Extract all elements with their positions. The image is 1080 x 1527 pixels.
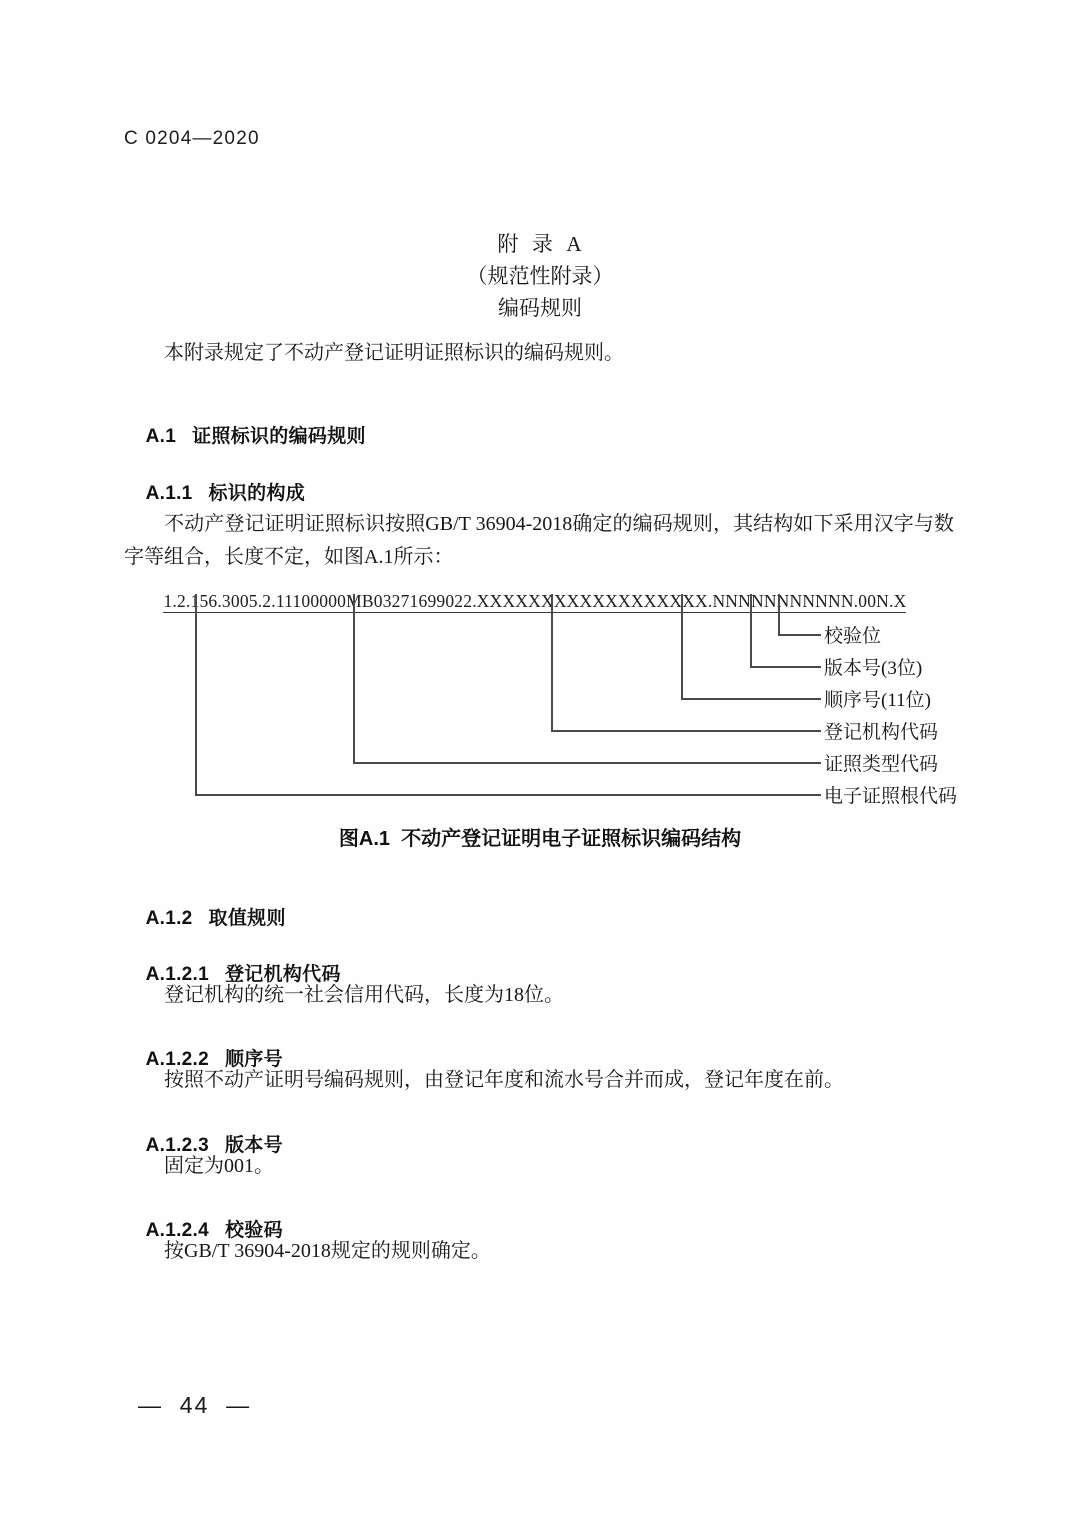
figure-label-org: 登记机构代码 xyxy=(824,722,939,743)
figure-label-type: 证照类型代码 xyxy=(824,754,939,775)
paragraph-a124-text: 按GB/T 36904-2018规定的规则确定。 xyxy=(164,1240,491,1262)
annex-title: 附 录 A xyxy=(497,232,583,256)
heading-a1-title: 证照标识的编码规则 xyxy=(192,426,366,447)
heading-a123-number: A.1.2.3 xyxy=(145,1135,209,1156)
paragraph-a123-body xyxy=(124,1150,944,1183)
heading-a1-number: A.1 xyxy=(145,426,177,447)
code-segment-org: XXXXXXXXXXXXXXXXXX. xyxy=(476,591,713,611)
annex-intro-text: 本附录规定了不动产登记证明证照标识的编码规则。 xyxy=(164,342,624,364)
leader-line-version xyxy=(751,594,821,667)
leader-line-root xyxy=(196,594,821,795)
heading-a124-number: A.1.2.4 xyxy=(145,1220,209,1241)
paragraph-a11-text: 不动产登记证明证照标识按照GB/T 36904-2018确定的编码规则，其结构如下采用汉字与数字等组合，长度不定，如图A.1所示： xyxy=(124,513,954,568)
heading-a121-number: A.1.2.1 xyxy=(145,964,209,985)
code-segment-check: X xyxy=(893,591,907,611)
heading-a124-title: 校验码 xyxy=(224,1220,283,1241)
figure-a1-caption: 图A.1 不动产登记证明电子证照标识编码结构 xyxy=(338,828,742,850)
heading-a11-title: 标识的构成 xyxy=(208,483,306,504)
paragraph-a122-body xyxy=(124,1064,954,1097)
heading-a122-number: A.1.2.2 xyxy=(145,1049,209,1070)
code-segment-root: 1.2.156.3005.2. xyxy=(163,591,276,611)
paragraph-a123-text: 固定为001。 xyxy=(164,1155,274,1177)
code-segment-serial: NNNNNNNNNNN. xyxy=(712,591,859,611)
figure-label-root: 电子证照根代码 xyxy=(824,786,958,807)
paragraph-a124-body xyxy=(124,1235,944,1268)
paragraph-a122-text: 按照不动产证明号编码规则，由登记年度和流水号合并而成，登记年度在前。 xyxy=(164,1069,844,1091)
paragraph-a121-body xyxy=(124,979,944,1012)
running-header: C 0204—2020 xyxy=(124,128,260,149)
code-segment-version: 00N. xyxy=(858,591,894,611)
heading-a123-title: 版本号 xyxy=(224,1135,283,1156)
heading-a12-number: A.1.2 xyxy=(145,908,193,929)
annex-intro-paragraph xyxy=(124,337,944,370)
code-segment-type: 11100000MB03271699022. xyxy=(275,591,477,611)
leader-line-org xyxy=(552,594,821,731)
annex-subtitle: （规范性附录） xyxy=(466,264,614,288)
figure-label-check: 校验位 xyxy=(824,626,882,647)
figure-label-version: 版本号(3位) xyxy=(824,658,923,679)
heading-a11-number: A.1.1 xyxy=(145,483,193,504)
paragraph-a11-body xyxy=(124,508,954,574)
annex-title-block xyxy=(0,228,1080,324)
annex-name: 编码规则 xyxy=(498,296,582,320)
heading-a12-title: 取值规则 xyxy=(208,908,286,929)
page-number-footer: — 44 — xyxy=(138,1392,252,1418)
figure-a1 xyxy=(124,570,964,820)
heading-a121-title: 登记机构代码 xyxy=(224,964,341,985)
paragraph-a121-text: 登记机构的统一社会信用代码，长度为18位。 xyxy=(164,984,564,1006)
heading-a122-title: 顺序号 xyxy=(224,1049,283,1070)
leader-line-check xyxy=(779,594,821,635)
figure-label-serial: 顺序号(11位) xyxy=(824,690,931,711)
